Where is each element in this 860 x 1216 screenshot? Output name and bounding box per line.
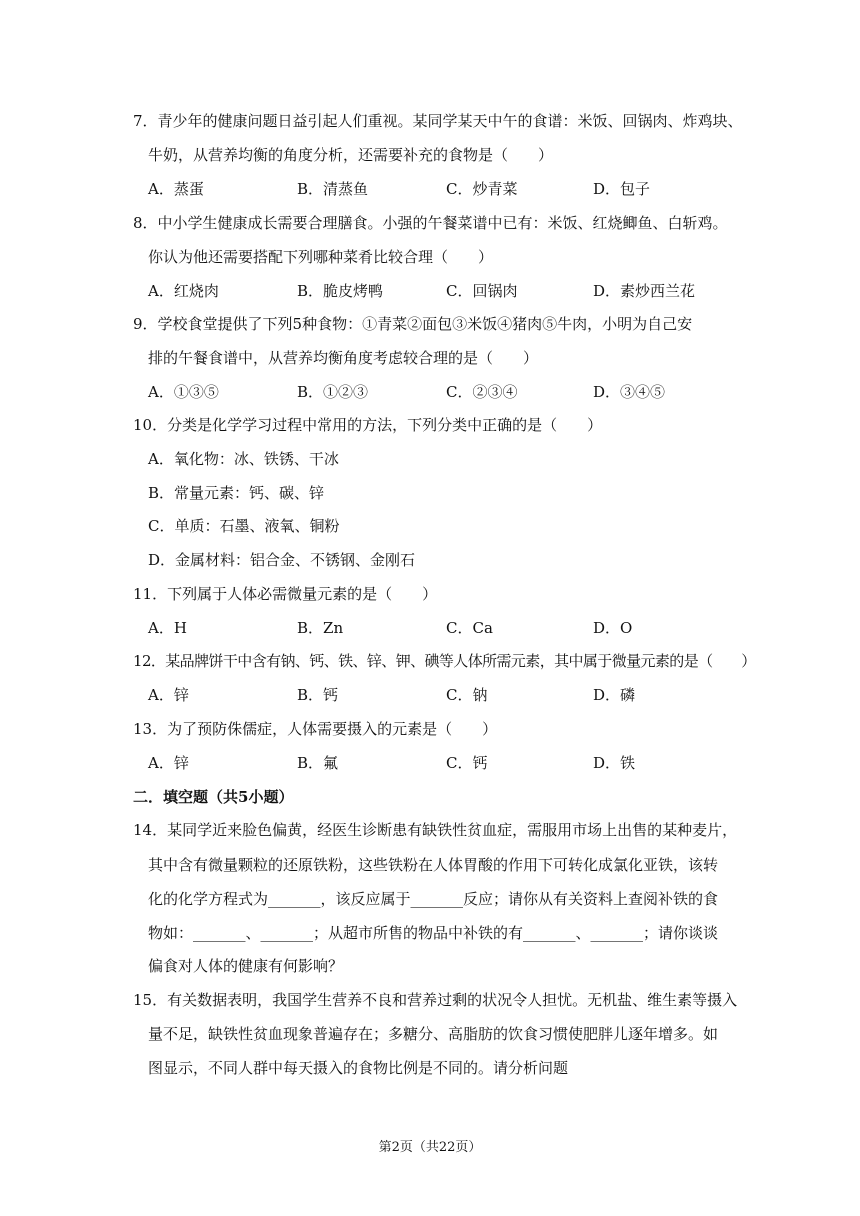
q8-line-1: 8．中小学生健康成长需要合理膳食。小强的午餐菜谱中已有：米饭、红烧鲫鱼、白斩鸡。 [133, 214, 728, 232]
q8-option-b: B．脆皮烤鸭 [297, 282, 384, 300]
section-2-title: 二．填空题（共5小题） [133, 788, 294, 806]
q14-line-1: 14．某同学近来脸色偏黄，经医生诊断患有缺铁性贫血症，需服用市场上出售的某种麦片， [133, 821, 738, 839]
q8-line-2: 你认为他还需要搭配下列哪种菜肴比较合理（ ） [148, 248, 494, 266]
q8-option-c: C．回锅肉 [446, 282, 518, 300]
q14-line-4: 物如：_______、_______；从超市所售的物品中补铁的有_______、_______；请你谈谈 [148, 924, 719, 942]
q7-line-2: 牛奶，从营养均衡的角度分析，还需要补充的食物是（ ） [148, 146, 554, 164]
q10-line-1: 10．分类是化学学习过程中常用的方法，下列分类中正确的是（ ） [133, 416, 603, 434]
q11-option-b: B．Zn [297, 619, 344, 637]
q7-option-c: C．炒青菜 [446, 180, 518, 198]
q11-option-c: C．Ca [446, 619, 493, 637]
q7-option-b: B．清蒸鱼 [297, 180, 369, 198]
q13-option-a: A．锌 [148, 754, 189, 772]
q7-line-1: 7．青少年的健康问题日益引起人们重视。某同学某天中午的食谱：米饭、回锅肉、炸鸡块、 [133, 112, 743, 130]
page-footer: 第2页（共22页） [378, 1140, 482, 1155]
q11-line-1: 11．下列属于人体必需微量元素的是（ ） [133, 585, 438, 603]
q9-option-a: A．①③⑤ [148, 383, 219, 401]
q15-line-3: 图显示，不同人群中每天摄入的食物比例是不同的。请分析问题 [148, 1059, 569, 1077]
q11-option-d: D．O [593, 619, 633, 637]
q13-option-d: D．铁 [593, 754, 636, 772]
q15-line-1: 15．有关数据表明，我国学生营养不良和营养过剩的状况令人担忧。无机盐、维生素等摄入 [133, 991, 738, 1009]
q14-line-5: 偏食对人体的健康有何影响？ [148, 957, 344, 975]
q7-option-a: A．蒸蛋 [148, 180, 204, 198]
q8-option-d: D．素炒西兰花 [593, 282, 696, 300]
q10-option-c: C．单质：石墨、液氧、铜粉 [148, 517, 340, 535]
q13-option-c: C．钙 [446, 754, 488, 772]
q13-line-1: 13．为了预防侏儒症，人体需要摄入的元素是（ ） [133, 720, 498, 738]
q10-option-a: A．氧化物：冰、铁锈、干冰 [148, 450, 339, 468]
q12-option-a: A．锌 [148, 686, 189, 704]
q14-line-2: 其中含有微量颗粒的还原铁粉，这些铁粉在人体胃酸的作用下可转化成氯化亚铁，该转 [148, 856, 719, 874]
q11-option-a: A．H [148, 619, 187, 637]
q7-option-d: D．包子 [593, 180, 651, 198]
q15-line-2: 量不足，缺铁性贫血现象普遍存在；多糖分、高脂肪的饮食习惯使肥胖儿逐年增多。如 [148, 1025, 719, 1043]
q12-line-1: 12．某品牌饼干中含有钠、钙、铁、锌、钾、碘等人体所需元素，其中属于微量元素的是（ ） [133, 652, 756, 670]
q9-line-1: 9．学校食堂提供了下列5种食物：①青菜②面包③米饭④猪肉⑤牛肉，小明为自己安 [133, 315, 693, 333]
q12-option-d: D．磷 [593, 686, 636, 704]
q13-option-b: B．氟 [297, 754, 339, 772]
q9-option-b: B．①②③ [297, 383, 369, 401]
q12-option-b: B．钙 [297, 686, 339, 704]
q9-option-d: D．③④⑤ [593, 383, 666, 401]
q10-option-b: B．常量元素：钙、碳、锌 [148, 484, 325, 502]
q12-option-c: C．钠 [446, 686, 488, 704]
q9-option-c: C．②③④ [446, 383, 518, 401]
q9-line-2: 排的午餐食谱中，从营养均衡角度考虑较合理的是（ ） [148, 349, 539, 367]
q10-option-d: D．金属材料：铝合金、不锈钢、金刚石 [148, 551, 416, 569]
q8-option-a: A．红烧肉 [148, 282, 219, 300]
q14-line-3: 化的化学方程式为_______，该反应属于_______反应；请你从有关资料上查阅补铁的食 [148, 890, 719, 908]
